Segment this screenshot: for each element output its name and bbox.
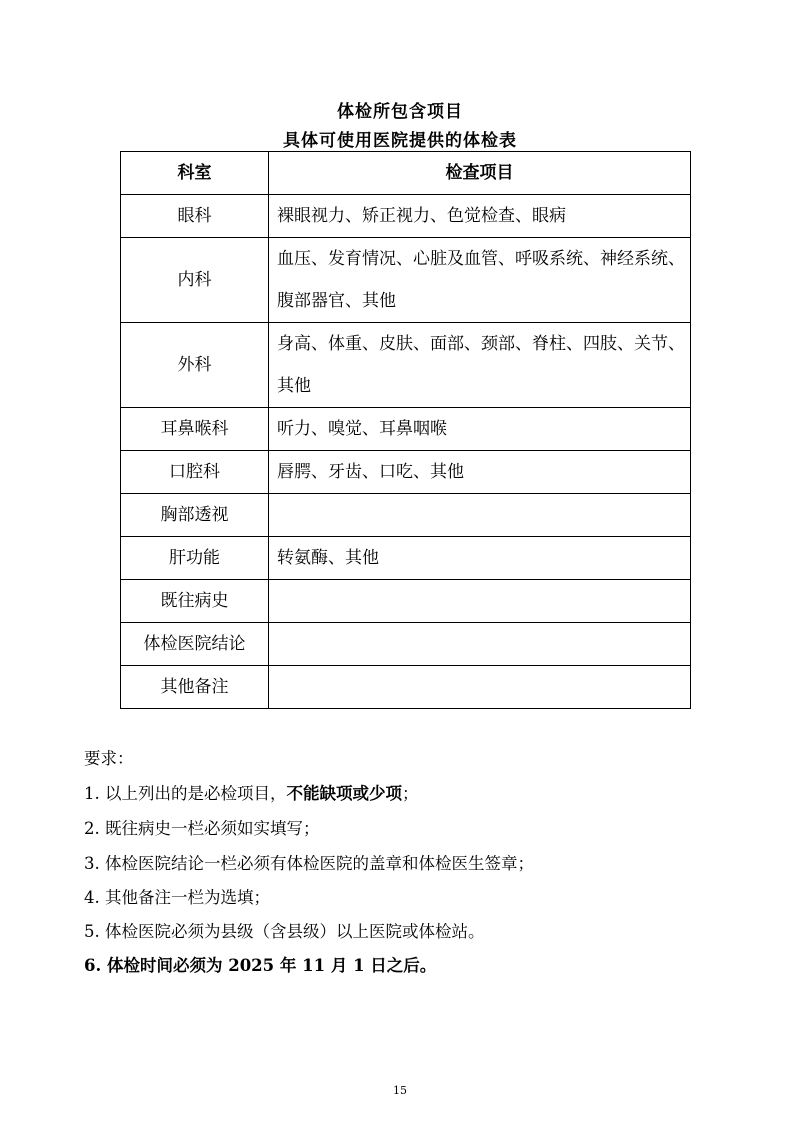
items-cell: 血压、发育情况、心脏及血管、呼吸系统、神经系统、腹部器官、其他 [269, 238, 691, 323]
dept-cell: 体检医院结论 [121, 623, 269, 666]
dept-cell: 肝功能 [121, 537, 269, 580]
items-cell: 裸眼视力、矫正视力、色觉检查、眼病 [269, 195, 691, 238]
table-row [121, 580, 691, 623]
requirement-5: 5. 体检医院必须为县级（含县级）以上医院或体检站。 [84, 922, 485, 941]
table-row [121, 494, 691, 537]
items-cell [269, 580, 691, 623]
table-row [121, 408, 691, 451]
requirement-3: 3. 体检医院结论一栏必须有体检医院的盖章和体检医生签章； [84, 854, 534, 873]
table-row [121, 537, 691, 580]
items-cell [269, 666, 691, 709]
requirement-1 [84, 780, 744, 804]
table-row [121, 323, 691, 408]
requirement-2: 2. 既往病史一栏必须如实填写； [84, 819, 320, 838]
dept-cell: 内科 [121, 238, 269, 323]
table-row [121, 666, 691, 709]
dept-cell: 眼科 [121, 195, 269, 238]
page-subtitle: 具体可使用医院提供的体检表 [283, 131, 517, 151]
dept-cell: 既往病史 [121, 580, 269, 623]
requirement-1-suffix: ； [402, 784, 419, 803]
table-row [121, 238, 691, 323]
table-row [121, 623, 691, 666]
header-items: 检查项目 [269, 152, 691, 195]
exam-items-table [120, 151, 691, 709]
dept-cell: 耳鼻喉科 [121, 408, 269, 451]
requirements-heading: 要求： [84, 749, 134, 768]
requirement-1-prefix: 1. 以上列出的是必检项目， [84, 784, 287, 803]
dept-cell: 其他备注 [121, 666, 269, 709]
dept-cell: 外科 [121, 323, 269, 408]
dept-cell: 胸部透视 [121, 494, 269, 537]
requirement-4: 4. 其他备注一栏为选填； [84, 888, 270, 907]
table-row [121, 195, 691, 238]
items-cell [269, 494, 691, 537]
page-title: 体检所包含项目 [337, 102, 463, 122]
items-cell: 身高、体重、皮肤、面部、颈部、脊柱、四肢、关节、其他 [269, 323, 691, 408]
items-cell: 听力、嗅觉、耳鼻咽喉 [269, 408, 691, 451]
requirement-1-emphasis: 不能缺项或少项 [286, 784, 402, 803]
items-cell: 转氨酶、其他 [269, 537, 691, 580]
items-cell: 唇腭、牙齿、口吃、其他 [269, 451, 691, 494]
items-cell [269, 623, 691, 666]
header-dept: 科室 [121, 152, 269, 195]
dept-cell: 口腔科 [121, 451, 269, 494]
table-header-row [121, 152, 691, 195]
requirement-6: 6. 体检时间必须为 2025 年 11 月 1 日之后。 [84, 956, 437, 975]
table-row [121, 451, 691, 494]
page-number: 15 [393, 1084, 407, 1097]
